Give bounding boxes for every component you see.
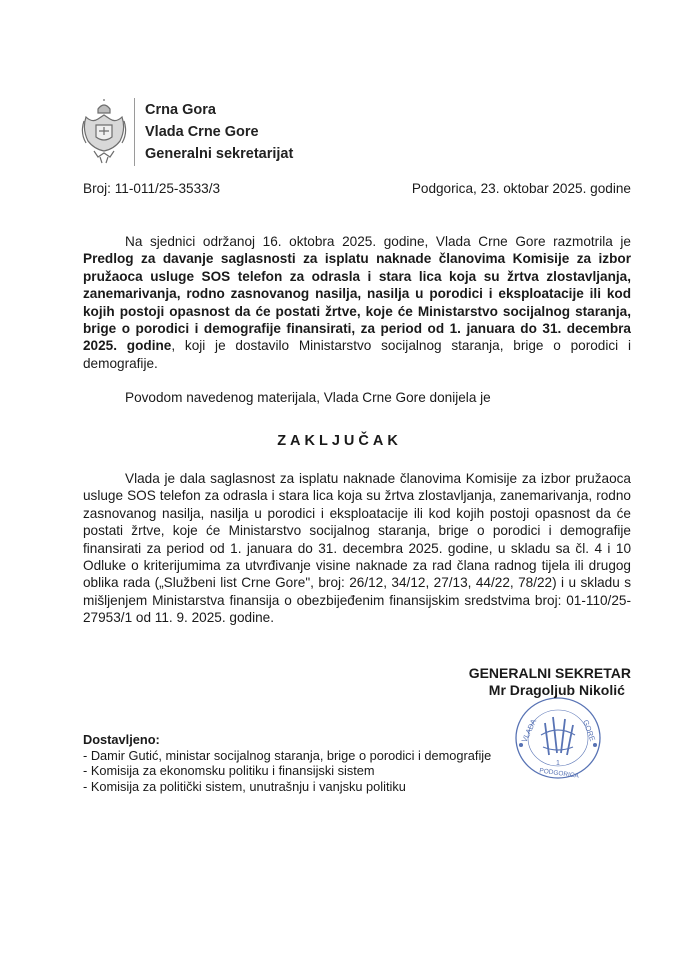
transition-paragraph [83,389,631,406]
signatory-title: GENERALNI SEKRETAR [468,665,631,681]
stamp-city: PODGORICA [538,767,580,780]
conclusion-text: Vlada je dala saglasnost za isplatu naknade članovima Komisije za izbor pružaoca usluge SOS telefon za odrasla i stara lica koja su žrtva zlostavljanja, zanemarivanja, rodno zasnovanog nasilja, nasilja u porodici i eksploatacije ili kod kojih postoji opasnost da će postati žrtve, koje će Ministarstvo socijalnog staranja, brige o porodici i demografije finansirati za period od 1. januara do 31. decembra 2025. godine, u skladu sa čl. 4 i 10 Odluke o kriterijumima za utvrđivanje visine naknade za rad člana radnog tijela ili drugog oblika rada („Službeni list Crne Gore", broj: 26/12, 34/12, 27/13, 44/22, 78/22) i u skladu s mišljenjem Ministarstva finansija o obezbijeđenim finansijskim sredstvima broj: 01-110/25-27953/1 od 11. 9. 2025. godine. [83,471,631,626]
place-date: Podgorica, 23. oktobar 2025. godine [411,181,631,196]
proposal-title: Predlog za davanje saglasnosti za isplatu naknade članovima Komisije za izbor pružaoca usluge SOS telefon za odrasla i stara lica koja su žrtva zlostavljanja, zanemarivanja, rodno zasnovanog nasilja, nasilja u porodici i eksploatacije ili kod kojih postoji opasnost da će postati žrtve, koje će Ministarstvo socijalnog staranja, brige o porodici i demografije finansirati, za period od 1. januara do 31. decembra 2025. godine [83,251,631,354]
intro-text-end: , koji je dostavilo Ministarstvo socijalnog staranja, brige o porodici i demografije. [83,338,631,371]
intro-text: Na sjednici održanoj 16. oktobra 2025. godine, Vlada Crne Gore razmotrila je [125,234,631,249]
stamp-left-text: VLADA [519,717,539,744]
letterhead [80,97,293,167]
conclusion-paragraph [83,470,631,627]
secretariat-name: Generalni sekretarijat [145,145,294,162]
official-stamp-icon [513,695,603,781]
country-name: Crna Gora [145,101,216,118]
signature-block [469,665,631,699]
distribution-title: Dostavljeno: [83,732,160,747]
distribution-item: - Komisija za ekonomsku politiku i finansijski sistem [83,763,375,778]
government-name: Vlada Crne Gore [145,123,259,140]
distribution-item: - Komisija za politički sistem, unutrašnju i vanjsku politiku [83,778,406,794]
stamp-right-text: GORE [581,718,598,743]
intro-paragraph [83,233,631,372]
transition-text: Povodom navedenog materijala, Vlada Crne Gore donijela je [125,390,491,405]
signatory-name: Mr Dragoljub Nikolić [488,682,625,698]
header-divider [134,98,135,166]
distribution-list [83,732,491,794]
stamp-number: 1 [556,760,560,767]
document-meta [83,180,631,198]
distribution-item: - Damir Gutić, ministar socijalnog staranja, brige o porodici i demografije [83,747,492,763]
document-number: Broj: 11-011/25-3533/3 [83,181,221,196]
coat-of-arms-icon [80,99,128,165]
document-title: ZAKLJUČAK [277,433,402,449]
